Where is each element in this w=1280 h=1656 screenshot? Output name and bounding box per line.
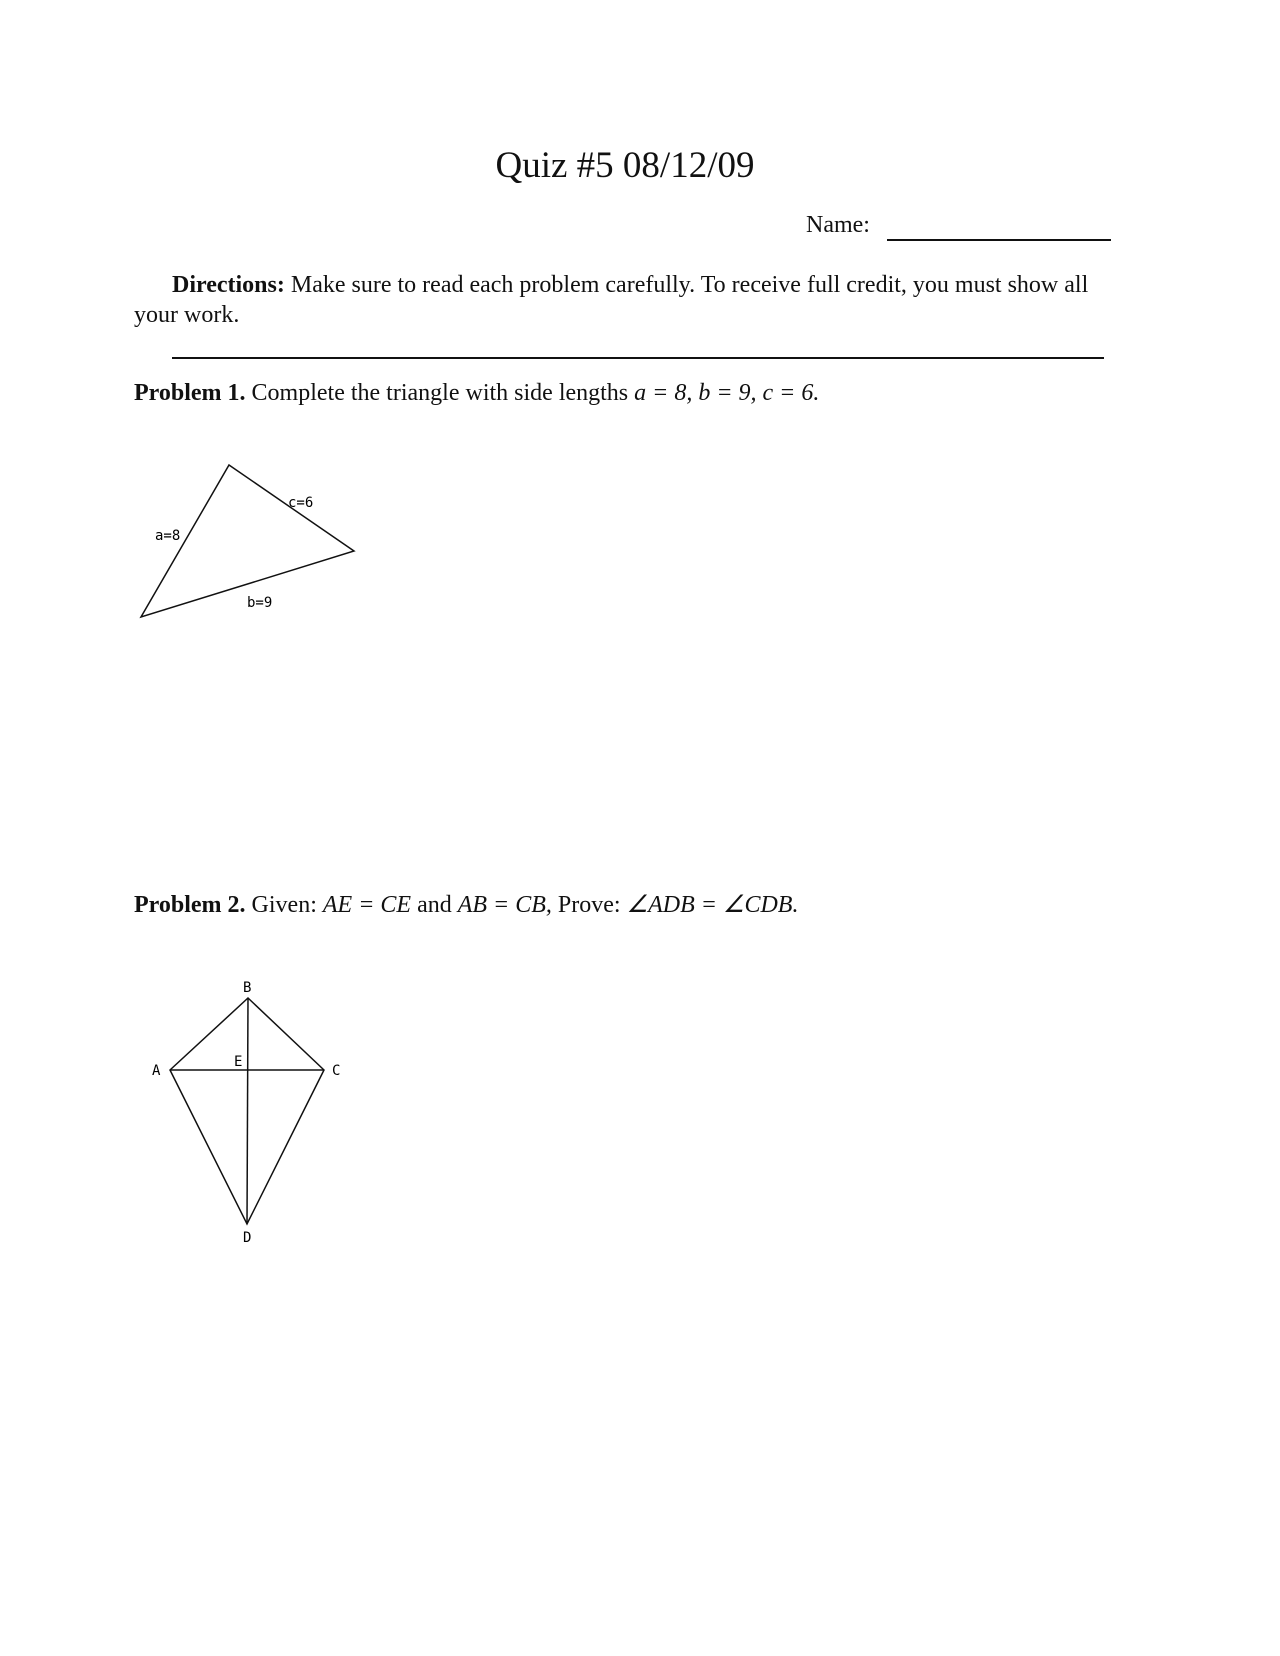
label-side-b: b=9 (247, 595, 273, 611)
divider (172, 357, 1104, 359)
problem-2-given-1: AE = CE (322, 892, 412, 918)
label-vertex-a: A (152, 1063, 161, 1079)
label-side-a: a=8 (155, 528, 181, 544)
problem-2-given-2: AB = CB, (457, 892, 552, 918)
problem-2-prove-expression: ∠ADB = ∠CDB. (626, 892, 799, 918)
problem-2-prove-prefix: Prove: (557, 892, 621, 918)
diagonal-bd (247, 998, 248, 1224)
label-vertex-d: D (243, 1230, 252, 1246)
triangle-figure (130, 455, 370, 625)
problem-2-label: Problem 2. (134, 892, 246, 918)
label-side-c: c=6 (288, 495, 314, 511)
label-vertex-b: B (243, 980, 252, 996)
label-point-e: E (234, 1054, 243, 1070)
problem-2-and: and (417, 892, 452, 918)
problem-2-statement (134, 890, 798, 919)
kite-figure (140, 975, 360, 1255)
directions-text: Make sure to read each problem carefully. To receive full credit, you must show all your work. (134, 272, 1089, 328)
page-title: Quiz #5 08/12/09 (495, 145, 755, 186)
directions (134, 270, 1112, 330)
name-label: Name: (806, 212, 870, 238)
problem-2-given-prefix: Given: (251, 892, 317, 918)
name-field[interactable] (887, 239, 1111, 241)
problem-1-text: Complete the triangle with side lengths (251, 380, 629, 406)
directions-label: Directions: (172, 272, 285, 298)
problem-1-label: Problem 1. (134, 380, 246, 406)
label-vertex-c: C (332, 1063, 341, 1079)
problem-1-expression: a = 8, b = 9, c = 6. (634, 380, 820, 406)
problem-1-statement (134, 380, 819, 407)
